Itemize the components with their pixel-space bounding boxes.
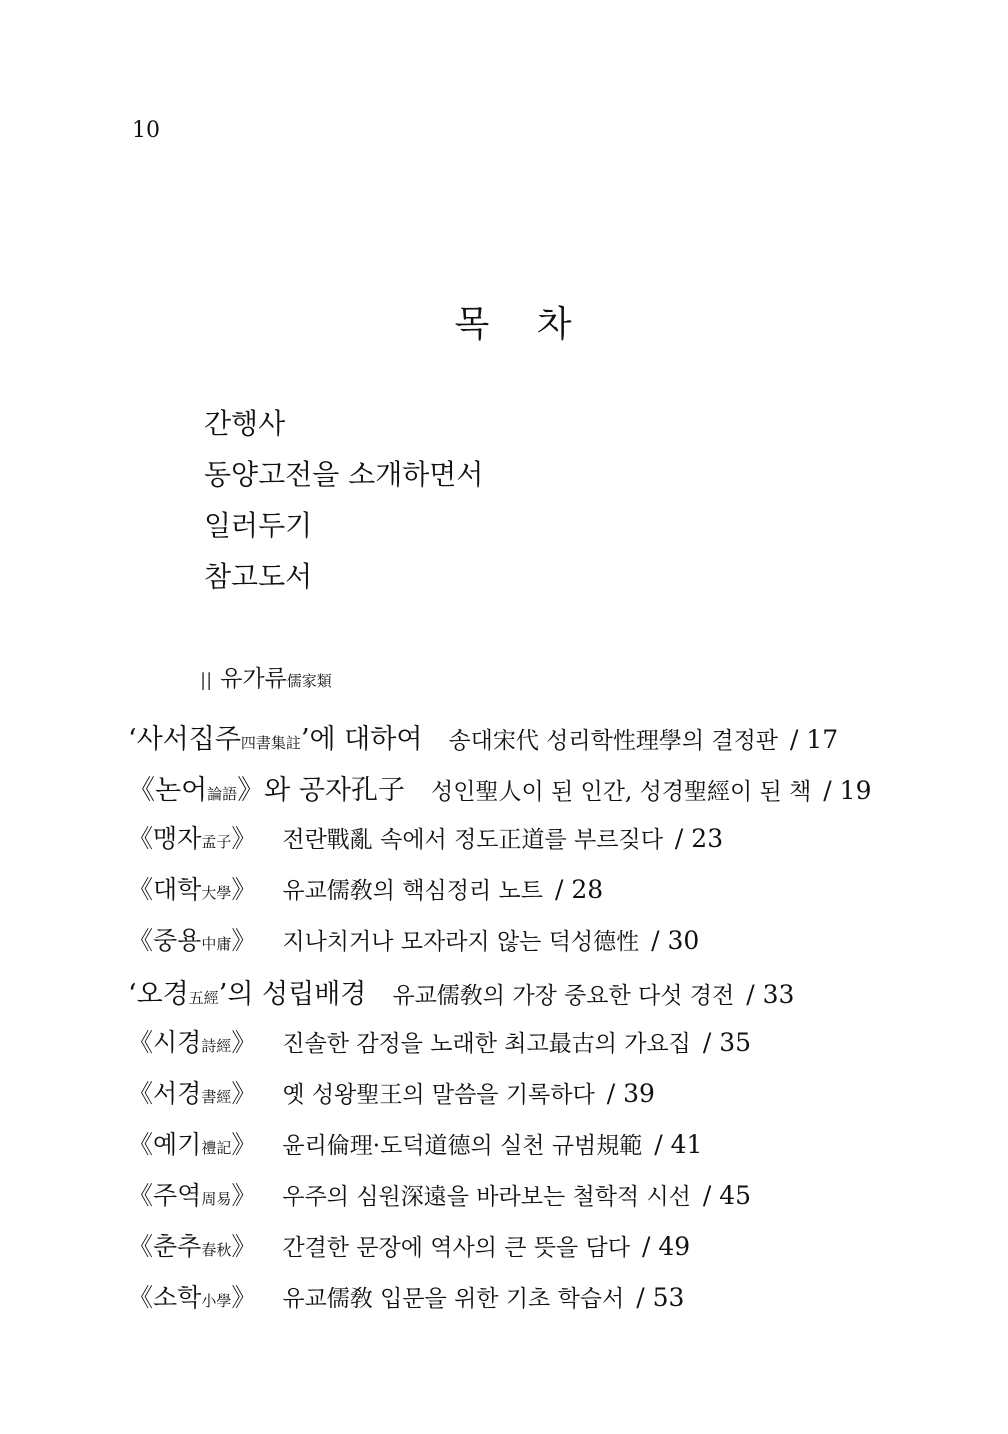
entry-title-hanja: 論語 bbox=[207, 785, 238, 803]
entry-title-hanja: 詩經 bbox=[201, 1037, 232, 1055]
entry-title-close: 》 bbox=[231, 1028, 257, 1057]
toc-entry bbox=[128, 1176, 871, 1227]
entry-title-close: 》 bbox=[231, 1283, 257, 1312]
toc-entry bbox=[128, 1074, 871, 1125]
entry-title-hanja: 孟子 bbox=[201, 833, 232, 851]
entry-title: 춘추 bbox=[153, 1232, 202, 1261]
toc-entry bbox=[128, 870, 871, 921]
entry-description: 간결한 문장에 역사의 큰 뜻을 담다 bbox=[282, 1235, 630, 1261]
entry-title: 중용 bbox=[153, 926, 202, 955]
entry-description: 송대宋代 성리학性理學의 결정판 bbox=[448, 728, 779, 754]
section-header bbox=[200, 660, 332, 693]
front-matter-list bbox=[204, 402, 483, 606]
entry-title-hanja: 大學 bbox=[201, 884, 232, 902]
entry-title-close: 》 bbox=[231, 1181, 257, 1210]
entry-description: 성인聖人이 된 인간, 성경聖經이 된 책 bbox=[431, 779, 812, 805]
entry-title-open: ‘ bbox=[128, 724, 137, 755]
entry-title-close: 》 bbox=[231, 824, 257, 853]
entry-page: / 53 bbox=[636, 1283, 685, 1312]
entry-page: / 28 bbox=[554, 875, 604, 904]
entry-title: 예기 bbox=[153, 1130, 202, 1159]
entry-title: 맹자 bbox=[153, 824, 202, 853]
entry-title-open: 《 bbox=[128, 1079, 154, 1108]
toc-entry bbox=[128, 1227, 871, 1278]
entry-description: 전란戰亂 속에서 정도正道를 부르짖다 bbox=[282, 827, 663, 853]
page-number: 10 bbox=[132, 118, 160, 143]
toc-entry bbox=[128, 1278, 871, 1329]
toc-entry bbox=[128, 972, 871, 1023]
entry-page: / 30 bbox=[651, 926, 700, 955]
entry-title-close: ’에 대하여 bbox=[300, 724, 423, 755]
entry-description: 옛 성왕聖王의 말씀을 기록하다 bbox=[282, 1082, 595, 1108]
entry-title: 사서집주 bbox=[136, 724, 241, 755]
entry-description: 진솔한 감정을 노래한 최고最古의 가요집 bbox=[282, 1031, 691, 1057]
front-matter-item: 간행사 bbox=[204, 407, 286, 440]
entry-title-close: 》 bbox=[231, 1079, 257, 1108]
entry-description: 유교儒敎의 핵심정리 노트 bbox=[282, 878, 543, 904]
entry-page: / 49 bbox=[641, 1232, 691, 1261]
toc-entry bbox=[128, 1023, 871, 1074]
toc-entry bbox=[128, 717, 871, 768]
entry-title-open: 《 bbox=[128, 775, 155, 806]
entry-title: 대학 bbox=[153, 875, 202, 904]
entry-title-open: ‘ bbox=[128, 979, 137, 1010]
entry-page: / 39 bbox=[606, 1079, 655, 1108]
entry-title-hanja: 周易 bbox=[201, 1190, 232, 1208]
toc-heading: 목 차 bbox=[454, 304, 590, 345]
toc-entry bbox=[128, 819, 871, 870]
entry-title: 오경 bbox=[136, 979, 189, 1010]
entry-title-close: 》 bbox=[231, 1130, 257, 1159]
entry-title-open: 《 bbox=[128, 1232, 154, 1261]
entry-page: / 17 bbox=[790, 725, 839, 754]
entry-description: 우주의 심원深遠을 바라보는 철학적 시선 bbox=[282, 1184, 691, 1210]
entry-title-hanja: 中庸 bbox=[201, 935, 232, 953]
toc-entries bbox=[128, 717, 871, 1329]
entry-title-close: ’의 성립배경 bbox=[218, 979, 367, 1010]
entry-title: 서경 bbox=[153, 1079, 202, 1108]
entry-title-open: 《 bbox=[128, 824, 154, 853]
entry-title-open: 《 bbox=[128, 875, 154, 904]
entry-description: 유교儒敎의 가장 중요한 다섯 경전 bbox=[392, 983, 735, 1009]
entry-title-open: 《 bbox=[128, 1028, 154, 1057]
entry-page: / 41 bbox=[654, 1130, 703, 1159]
entry-title-open: 《 bbox=[128, 1130, 154, 1159]
toc-entry bbox=[128, 768, 871, 819]
entry-title-hanja: 春秋 bbox=[201, 1241, 232, 1259]
entry-description: 윤리倫理·도덕道德의 실천 규범規範 bbox=[282, 1133, 643, 1159]
entry-title-close: 》 bbox=[231, 1232, 257, 1261]
entry-description: 지나치거나 모자라지 않는 덕성德性 bbox=[282, 929, 640, 955]
entry-title: 소학 bbox=[153, 1283, 202, 1312]
section-title: 유가류 bbox=[220, 666, 287, 692]
toc-entry bbox=[128, 921, 871, 972]
entry-page: / 35 bbox=[702, 1028, 752, 1057]
entry-title-close: 》 bbox=[231, 875, 257, 904]
entry-title-hanja: 小學 bbox=[201, 1292, 232, 1310]
entry-title-open: 《 bbox=[128, 1181, 154, 1210]
entry-page: / 23 bbox=[674, 824, 724, 853]
front-matter-item: 일러두기 bbox=[204, 509, 313, 542]
entry-title: 시경 bbox=[153, 1028, 202, 1057]
front-matter-item: 참고도서 bbox=[204, 560, 313, 593]
entry-title-close: 》 bbox=[231, 926, 257, 955]
section-title-hanja: 儒家類 bbox=[286, 672, 332, 690]
entry-title-hanja: 禮記 bbox=[201, 1139, 232, 1157]
entry-title-hanja: 五經 bbox=[188, 989, 219, 1007]
entry-title: 논어 bbox=[155, 775, 208, 806]
entry-title-close: 》와 공자孔子 bbox=[237, 775, 406, 806]
entry-title-hanja: 四書集註 bbox=[240, 734, 301, 752]
entry-title-open: 《 bbox=[128, 1283, 154, 1312]
entry-page: / 45 bbox=[702, 1181, 752, 1210]
front-matter-item: 동양고전을 소개하면서 bbox=[204, 458, 484, 491]
entry-page: / 33 bbox=[746, 980, 795, 1009]
toc-entry bbox=[128, 1125, 871, 1176]
entry-title: 주역 bbox=[153, 1181, 202, 1210]
entry-title-open: 《 bbox=[128, 926, 154, 955]
section-bar: || bbox=[200, 670, 213, 691]
entry-description: 유교儒敎 입문을 위한 기초 학습서 bbox=[282, 1286, 625, 1312]
entry-title-hanja: 書經 bbox=[201, 1088, 232, 1106]
entry-page: / 19 bbox=[823, 776, 872, 805]
